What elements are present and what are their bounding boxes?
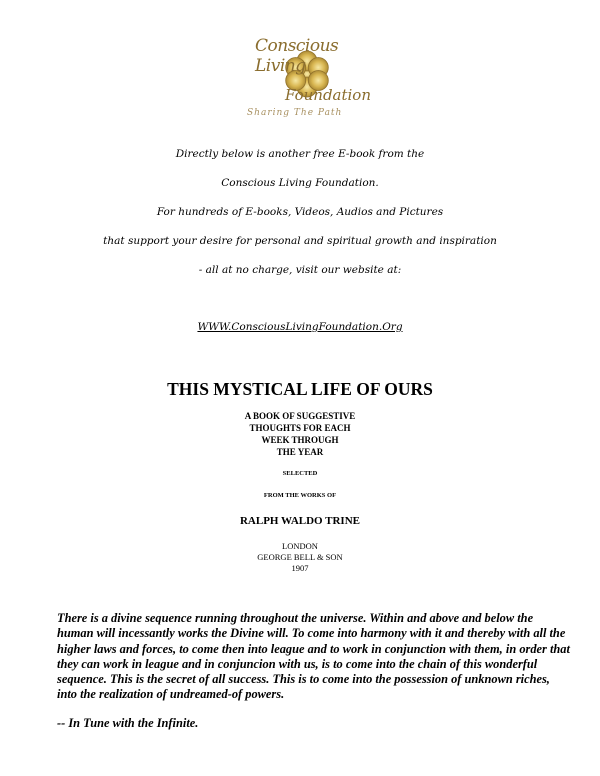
subtitle-line: THOUGHTS FOR EACH <box>249 423 351 433</box>
subtitle-line: A BOOK OF SUGGESTIVE <box>244 411 356 421</box>
book-subtitle <box>0 410 600 458</box>
author-name: RALPH WALDO TRINE <box>239 515 360 527</box>
logo-text-line1: Conscious Living <box>255 36 339 76</box>
intro-line: Conscious Living Foundation. <box>221 177 379 189</box>
selected-label: SELECTED <box>282 470 318 477</box>
subtitle-line: THE YEAR <box>276 447 324 457</box>
website-link[interactable]: WWW.ConsciousLivingFoundation.Org <box>197 321 403 333</box>
intro-line: - all at no charge, visit our website at: <box>198 264 402 276</box>
quote-attribution: -- In Tune with the Infinite. <box>57 716 199 730</box>
intro-line: that support your desire for personal and spiritual growth and inspiration <box>103 235 497 247</box>
logo-text-line2: Foundation <box>285 86 372 104</box>
publisher-city: LONDON <box>282 541 318 551</box>
quote-block <box>57 611 572 703</box>
intro-line: Directly below is another free E-book from the <box>175 148 425 160</box>
from-works-label: FROM THE WORKS OF <box>263 492 337 499</box>
logo-tagline: Sharing The Path <box>247 108 343 118</box>
publisher-info <box>0 541 600 574</box>
subtitle-line: WEEK THROUGH <box>261 435 339 445</box>
publication-year: 1907 <box>291 563 309 573</box>
quote-text: There is a divine sequence running throughout the universe. Within and above and below the human will incessantly works the Divine will. To come into harmony with it and thereby with all the higher laws and forces, to come then into league and to work in conjunction with them, in order that they can work in league and in conjuncion with us, is to come into the chain of this wonderful sequence. This is the secret of all success. This is to come into the possession of unknown riches, into the realization of undreamed-of powers. <box>57 611 570 702</box>
intro-line: For hundreds of E-books, Videos, Audios and Pictures <box>156 206 444 218</box>
foundation-logo <box>245 28 383 120</box>
publisher-name: GEORGE BELL & SON <box>257 552 343 562</box>
book-title: THIS MYSTICAL LIFE OF OURS <box>167 379 433 399</box>
